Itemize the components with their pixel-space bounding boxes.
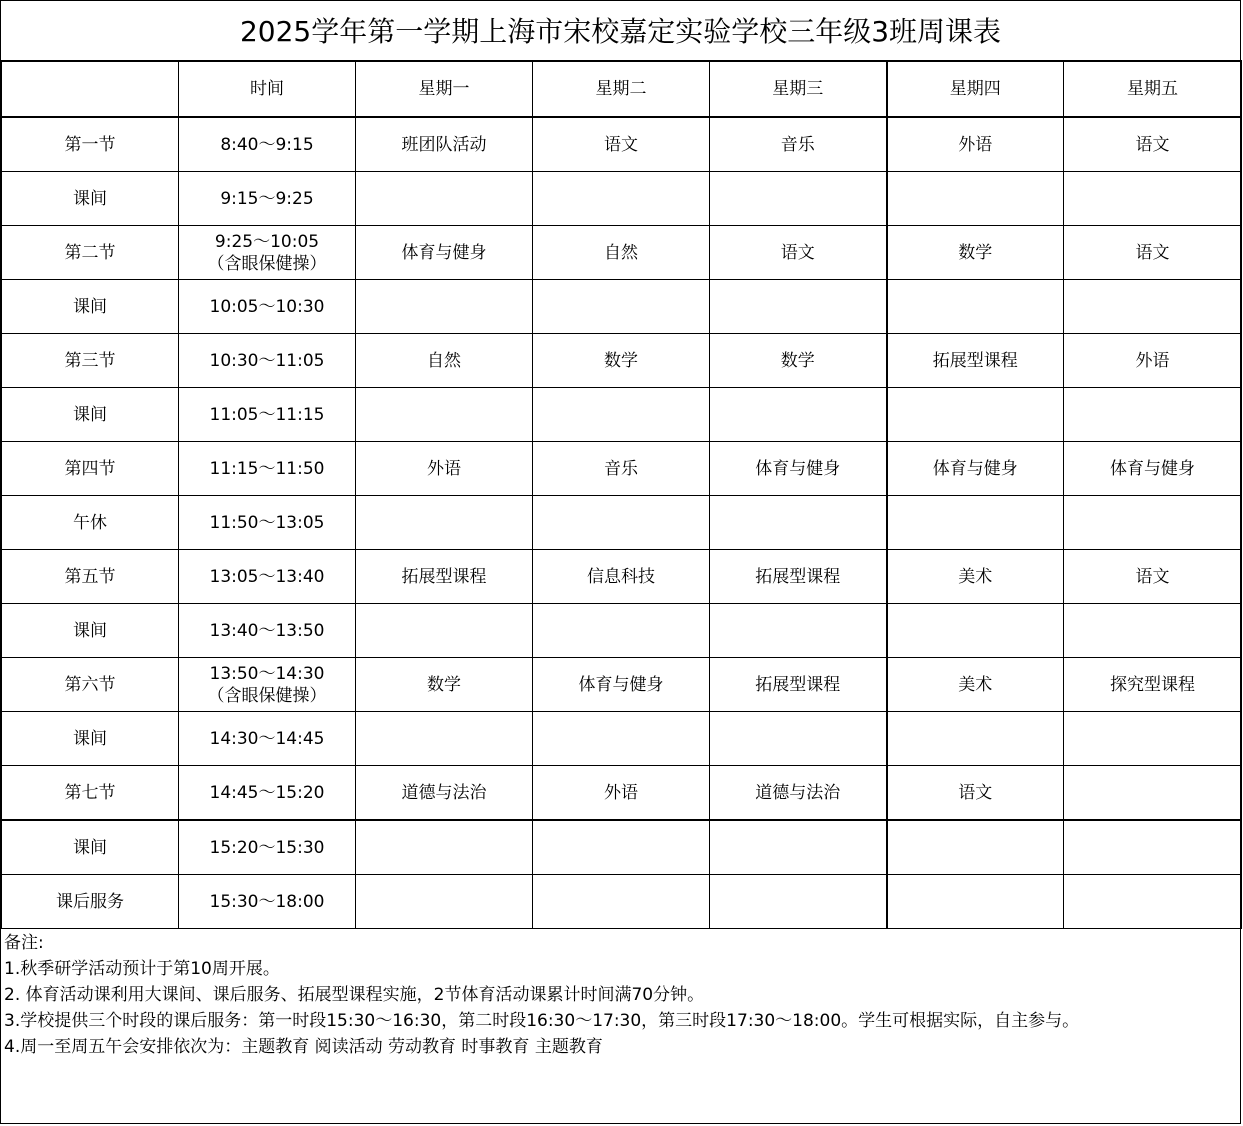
subject-cell: 拓展型课程	[710, 658, 887, 712]
subject-cell	[533, 712, 710, 766]
subject-cell	[356, 875, 533, 929]
subject-cell	[356, 604, 533, 658]
period-cell: 第五节	[2, 550, 179, 604]
period-cell: 第七节	[2, 766, 179, 821]
table-row	[2, 820, 1242, 875]
subject-cell	[710, 496, 887, 550]
time-range: 13:40～13:50	[209, 620, 325, 641]
period-cell: 课间	[2, 604, 179, 658]
subject-cell	[710, 820, 887, 875]
subject-cell	[1064, 820, 1242, 875]
notes-heading: 备注:	[4, 933, 44, 953]
subject-cell	[1064, 766, 1242, 821]
table-row	[2, 388, 1242, 442]
subject-cell	[887, 496, 1064, 550]
subject-cell	[887, 280, 1064, 334]
subject-cell	[533, 172, 710, 226]
subject-cell: 美术	[887, 550, 1064, 604]
subject-cell: 体育与健身	[710, 442, 887, 496]
header-cell: 星期三	[710, 61, 887, 117]
time-range: 9:25～10:05	[214, 231, 320, 252]
time-cell	[179, 442, 356, 496]
note-line-1: 1.秋季研学活动预计于第10周开展。	[4, 959, 280, 979]
subject-cell	[887, 172, 1064, 226]
subject-cell	[887, 875, 1064, 929]
subject-cell	[1064, 496, 1242, 550]
time-range: 11:05～11:15	[209, 404, 325, 425]
period-cell: 第二节	[2, 226, 179, 280]
table-row	[2, 226, 1242, 280]
header-cell: 星期一	[356, 61, 533, 117]
note-line-4: 4.周一至周五午会安排依次为：主题教育 阅读活动 劳动教育 时事教育 主题教育	[4, 1037, 603, 1057]
subject-cell	[1064, 280, 1242, 334]
subject-cell	[533, 280, 710, 334]
subject-cell	[1064, 388, 1242, 442]
header-cell: 星期四	[887, 61, 1064, 117]
header-cell: 星期二	[533, 61, 710, 117]
subject-cell	[356, 496, 533, 550]
subject-cell: 探究型课程	[1064, 658, 1242, 712]
table-row	[2, 334, 1242, 388]
period-cell: 课间	[2, 388, 179, 442]
time-note: （含眼保健操）	[207, 253, 327, 274]
subject-cell: 语文	[710, 226, 887, 280]
time-range: 11:50～13:05	[209, 512, 325, 533]
header-cell: 时间	[179, 61, 356, 117]
notes	[4, 930, 1234, 1060]
time-cell	[179, 280, 356, 334]
timetable	[1, 60, 1242, 929]
subject-cell	[1064, 172, 1242, 226]
page-title: 2025学年第一学期上海市宋校嘉定实验学校三年级3班周课表	[239, 15, 1002, 48]
subject-cell	[533, 875, 710, 929]
period-cell: 课间	[2, 280, 179, 334]
subject-cell: 美术	[887, 658, 1064, 712]
time-range: 15:30～18:00	[209, 891, 325, 912]
subject-cell	[356, 280, 533, 334]
subject-cell: 语文	[1064, 550, 1242, 604]
period-cell: 第三节	[2, 334, 179, 388]
subject-cell	[887, 604, 1064, 658]
table-row	[2, 766, 1242, 821]
time-cell	[179, 820, 356, 875]
subject-cell: 语文	[533, 117, 710, 172]
header-row	[2, 61, 1242, 117]
subject-cell: 数学	[887, 226, 1064, 280]
subject-cell: 音乐	[710, 117, 887, 172]
subject-cell	[356, 388, 533, 442]
subject-cell	[710, 604, 887, 658]
subject-cell	[710, 875, 887, 929]
subject-cell: 音乐	[533, 442, 710, 496]
time-range: 14:45～15:20	[209, 782, 325, 803]
subject-cell: 信息科技	[533, 550, 710, 604]
subject-cell: 外语	[887, 117, 1064, 172]
time-range: 13:05～13:40	[209, 566, 325, 587]
subject-cell	[1064, 875, 1242, 929]
subject-cell: 语文	[1064, 117, 1242, 172]
period-cell: 第一节	[2, 117, 179, 172]
subject-cell: 体育与健身	[356, 226, 533, 280]
time-cell	[179, 875, 356, 929]
time-cell	[179, 766, 356, 821]
table-row	[2, 550, 1242, 604]
time-range: 11:15～11:50	[209, 458, 325, 479]
time-cell	[179, 658, 356, 712]
subject-cell	[356, 820, 533, 875]
subject-cell	[356, 172, 533, 226]
time-cell	[179, 334, 356, 388]
time-range: 15:20～15:30	[209, 837, 325, 858]
period-cell: 第四节	[2, 442, 179, 496]
subject-cell	[887, 388, 1064, 442]
subject-cell	[1064, 712, 1242, 766]
time-cell	[179, 172, 356, 226]
subject-cell	[887, 820, 1064, 875]
time-cell	[179, 712, 356, 766]
time-range: 10:05～10:30	[209, 296, 325, 317]
table-row	[2, 172, 1242, 226]
period-cell: 第六节	[2, 658, 179, 712]
period-cell: 课间	[2, 172, 179, 226]
subject-cell	[710, 388, 887, 442]
period-cell: 课间	[2, 820, 179, 875]
subject-cell	[710, 172, 887, 226]
subject-cell: 数学	[356, 658, 533, 712]
time-range: 8:40～9:15	[220, 134, 314, 155]
subject-cell: 自然	[533, 226, 710, 280]
subject-cell: 道德与法治	[710, 766, 887, 821]
table-row	[2, 604, 1242, 658]
subject-cell	[710, 712, 887, 766]
subject-cell	[710, 280, 887, 334]
time-cell	[179, 388, 356, 442]
time-range: 14:30～14:45	[209, 728, 325, 749]
time-cell	[179, 496, 356, 550]
subject-cell	[533, 496, 710, 550]
note-line-3: 3.学校提供三个时段的课后服务：第一时段15:30～16:30，第二时段16:30～17:30，第三时段17:30～18:00。学生可根据实际，自主参与。	[4, 1011, 1080, 1031]
subject-cell: 拓展型课程	[356, 550, 533, 604]
subject-cell	[533, 604, 710, 658]
subject-cell	[356, 712, 533, 766]
subject-cell	[1064, 604, 1242, 658]
subject-cell: 外语	[356, 442, 533, 496]
subject-cell: 体育与健身	[533, 658, 710, 712]
subject-cell: 体育与健身	[887, 442, 1064, 496]
time-cell	[179, 550, 356, 604]
subject-cell: 拓展型课程	[887, 334, 1064, 388]
time-range: 9:15～9:25	[220, 188, 314, 209]
table-row	[2, 658, 1242, 712]
subject-cell: 道德与法治	[356, 766, 533, 821]
header-cell: 星期五	[1064, 61, 1242, 117]
period-cell: 课间	[2, 712, 179, 766]
subject-cell: 语文	[887, 766, 1064, 821]
time-cell	[179, 226, 356, 280]
period-cell: 课后服务	[2, 875, 179, 929]
subject-cell: 自然	[356, 334, 533, 388]
header-corner-cell	[2, 61, 179, 117]
time-range: 10:30～11:05	[209, 350, 325, 371]
period-cell: 午休	[2, 496, 179, 550]
subject-cell: 拓展型课程	[710, 550, 887, 604]
table-row	[2, 117, 1242, 172]
subject-cell: 语文	[1064, 226, 1242, 280]
subject-cell	[533, 820, 710, 875]
time-cell	[179, 604, 356, 658]
subject-cell	[887, 712, 1064, 766]
note-line-2: 2. 体育活动课利用大课间、课后服务、拓展型课程实施，2节体育活动课累计时间满70分钟。	[4, 985, 705, 1005]
table-row	[2, 442, 1242, 496]
table-row	[2, 712, 1242, 766]
subject-cell: 外语	[533, 766, 710, 821]
table-row	[2, 280, 1242, 334]
subject-cell	[533, 388, 710, 442]
subject-cell: 外语	[1064, 334, 1242, 388]
time-note: （含眼保健操）	[207, 685, 327, 706]
subject-cell: 体育与健身	[1064, 442, 1242, 496]
subject-cell: 数学	[710, 334, 887, 388]
time-cell	[179, 117, 356, 172]
table-row	[2, 875, 1242, 929]
subject-cell: 数学	[533, 334, 710, 388]
subject-cell: 班团队活动	[356, 117, 533, 172]
table-row	[2, 496, 1242, 550]
time-range: 13:50～14:30	[209, 663, 325, 684]
